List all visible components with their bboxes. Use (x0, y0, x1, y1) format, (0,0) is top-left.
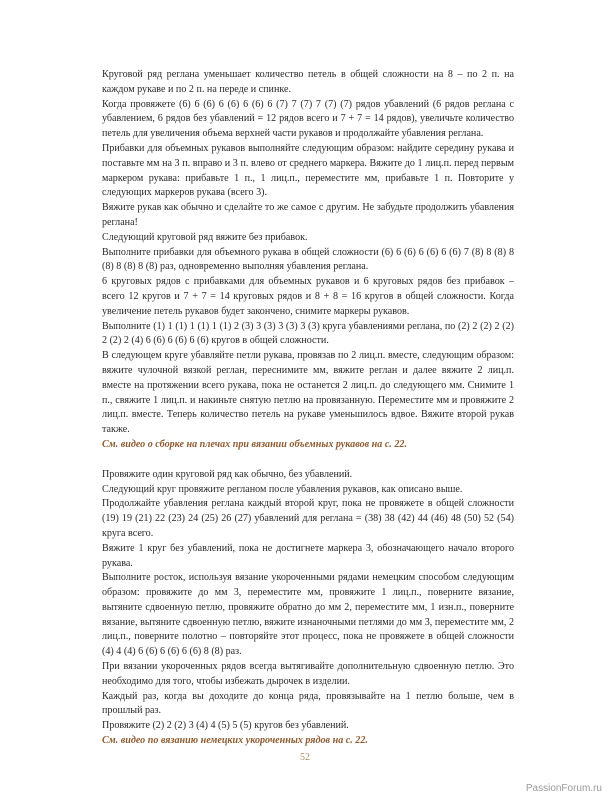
paragraph: Вяжите 1 круг без убавлений, пока не достигнете маркера 3, обозначающего начало второго рукава. (102, 542, 514, 569)
watermark: PassionForum.ru (525, 783, 602, 794)
paragraph: Провяжите один круговой ряд как обычно, без убавлений. (102, 468, 353, 480)
paragraph: В следующем круге убавляйте петли рукава, провязав по 2 лиц.п. вместе, следующим образом: вяжите чулочной вязкой реглан, переснимите мм, вяжите реглан и далее вяжите 2 лиц.п. вместе на протяжении всего рукава, пока не останется 2 лиц.п. до следующего мм. Снимите 1 п., свяжите 1 лиц.п. и накиньте снятую петлю на провязанную. Переместите мм и провяжите 2 лиц.п. вместе. Теперь количество петель на рукаве уменьшилось вдвое. Вяжите второй рукав также. (102, 350, 514, 436)
paragraph: Вяжите рукав как обычно и сделайте то же самое с другим. Не забудьте продолжить убавления реглана! (102, 202, 514, 228)
video-reference: См. видео по вязанию немецких укороченных рядов на с. 22. (102, 735, 368, 747)
video-reference: См. видео о сборке на плечах при вязании объемных рукавов на с. 22. (102, 438, 407, 450)
paragraph: Продолжайте убавления реглана каждый второй круг, пока не провяжете в общей сложности (19) 19 (21) 22 (23) 24 (25) 26 (27) убавлений для реглана = (38) 38 (42) 44 (46) 48 (50) 52 (54) круга всего. (102, 498, 514, 539)
paragraph: При вязании укороченных рядов всегда вытягивайте дополнительную сдвоенную петлю. Это необходимо для того, чтобы избежать дырочек в изделии. (102, 661, 514, 687)
page-number: 52 (300, 752, 310, 763)
paragraph: Провяжите (2) 2 (2) 3 (4) 4 (5) 5 (5) кругов без убавлений. (102, 720, 349, 732)
paragraph: Прибавки для объемных рукавов выполняйте следующим образом: найдите середину рукава и поставьте мм на 3 п. вправо и 3 п. влево от среднего маркера. Вяжите до 1 лиц.п. перед первым маркером рукава: прибавьте 1 п., 1 лиц.п., переместите мм, прибавьте 1 п. Повторите у следующих маркеров рукава (всего 3). (102, 142, 514, 199)
page-text (102, 68, 514, 749)
paragraph: Выполните росток, используя вязание укороченными рядами немецким способом следующим образом: провяжите до мм 3, переместите мм, провяжите 1 лиц.п., поверните вязание, вытяните сдвоенную петлю, провяжите обратно до мм 2, переместите мм, 1 изн.п., поверните вязание, вытяните сдвоенную петлю, вяжите изнаночными петлями до мм 3, переместите мм, 2 лиц.п., поверните полотно – повторяйте этот процесс, пока не провяжете в общей сложности (4) 4 (4) 6 (6) 6 (6) 6 (6) 8 (8) раз. (102, 572, 514, 658)
paragraph: Выполните прибавки для объемного рукава в общей сложности (6) 6 (6) 6 (6) 6 (6) 7 (8) 8 (8) 8 (8) 8 (8) 8 (8) раз, одновременно выполняя убавления реглана. (102, 246, 514, 273)
paragraph: Каждый раз, когда вы доходите до конца ряда, провязывайте на 1 петлю больше, чем в прошлый раз. (102, 690, 514, 717)
paragraph: Выполните (1) 1 (1) 1 (1) 1 (1) 2 (3) 3 (3) 3 (3) 3 (3) круга убавлениями реглана, по (2) 2 (2) 2 (2) 2 (2) 2 (4) 6 (6) 6 (6) 6 (6) кругов в общей сложности. (102, 320, 514, 347)
paragraph: 6 круговых рядов с прибавками для объемных рукавов и 6 круговых рядов без прибавок – всего 12 кругов и 7 + 7 = 14 круговых рядов и 8 + 8 = 16 кругов в общей сложности. Когда увеличение петель рукавов будет закончено, снимите маркеры рукавов. (102, 276, 514, 317)
paragraph: Круговой ряд реглана уменьшает количество петель в общей сложности на 8 – по 2 п. на каждом рукаве и по 2 п. на переде и спинке. (102, 69, 514, 95)
paragraph: Следующий круговой ряд вяжите без прибавок. (102, 231, 308, 243)
paragraph: Следующий круг провяжите регланом после убавления рукавов, как описано выше. (102, 483, 463, 495)
paragraph: Когда провяжете (6) 6 (6) 6 (6) 6 (6) 6 (7) 7 (7) 7 (7) (7) рядов убавлений (6 рядов реглана с убавлением, 6 рядов без убавлений = 12 рядов всего и 7 + 7 = 14 рядов), увеличьте количество петель для увеличения объема верхней части рукавов и продолжайте убавления реглана. (102, 98, 514, 140)
